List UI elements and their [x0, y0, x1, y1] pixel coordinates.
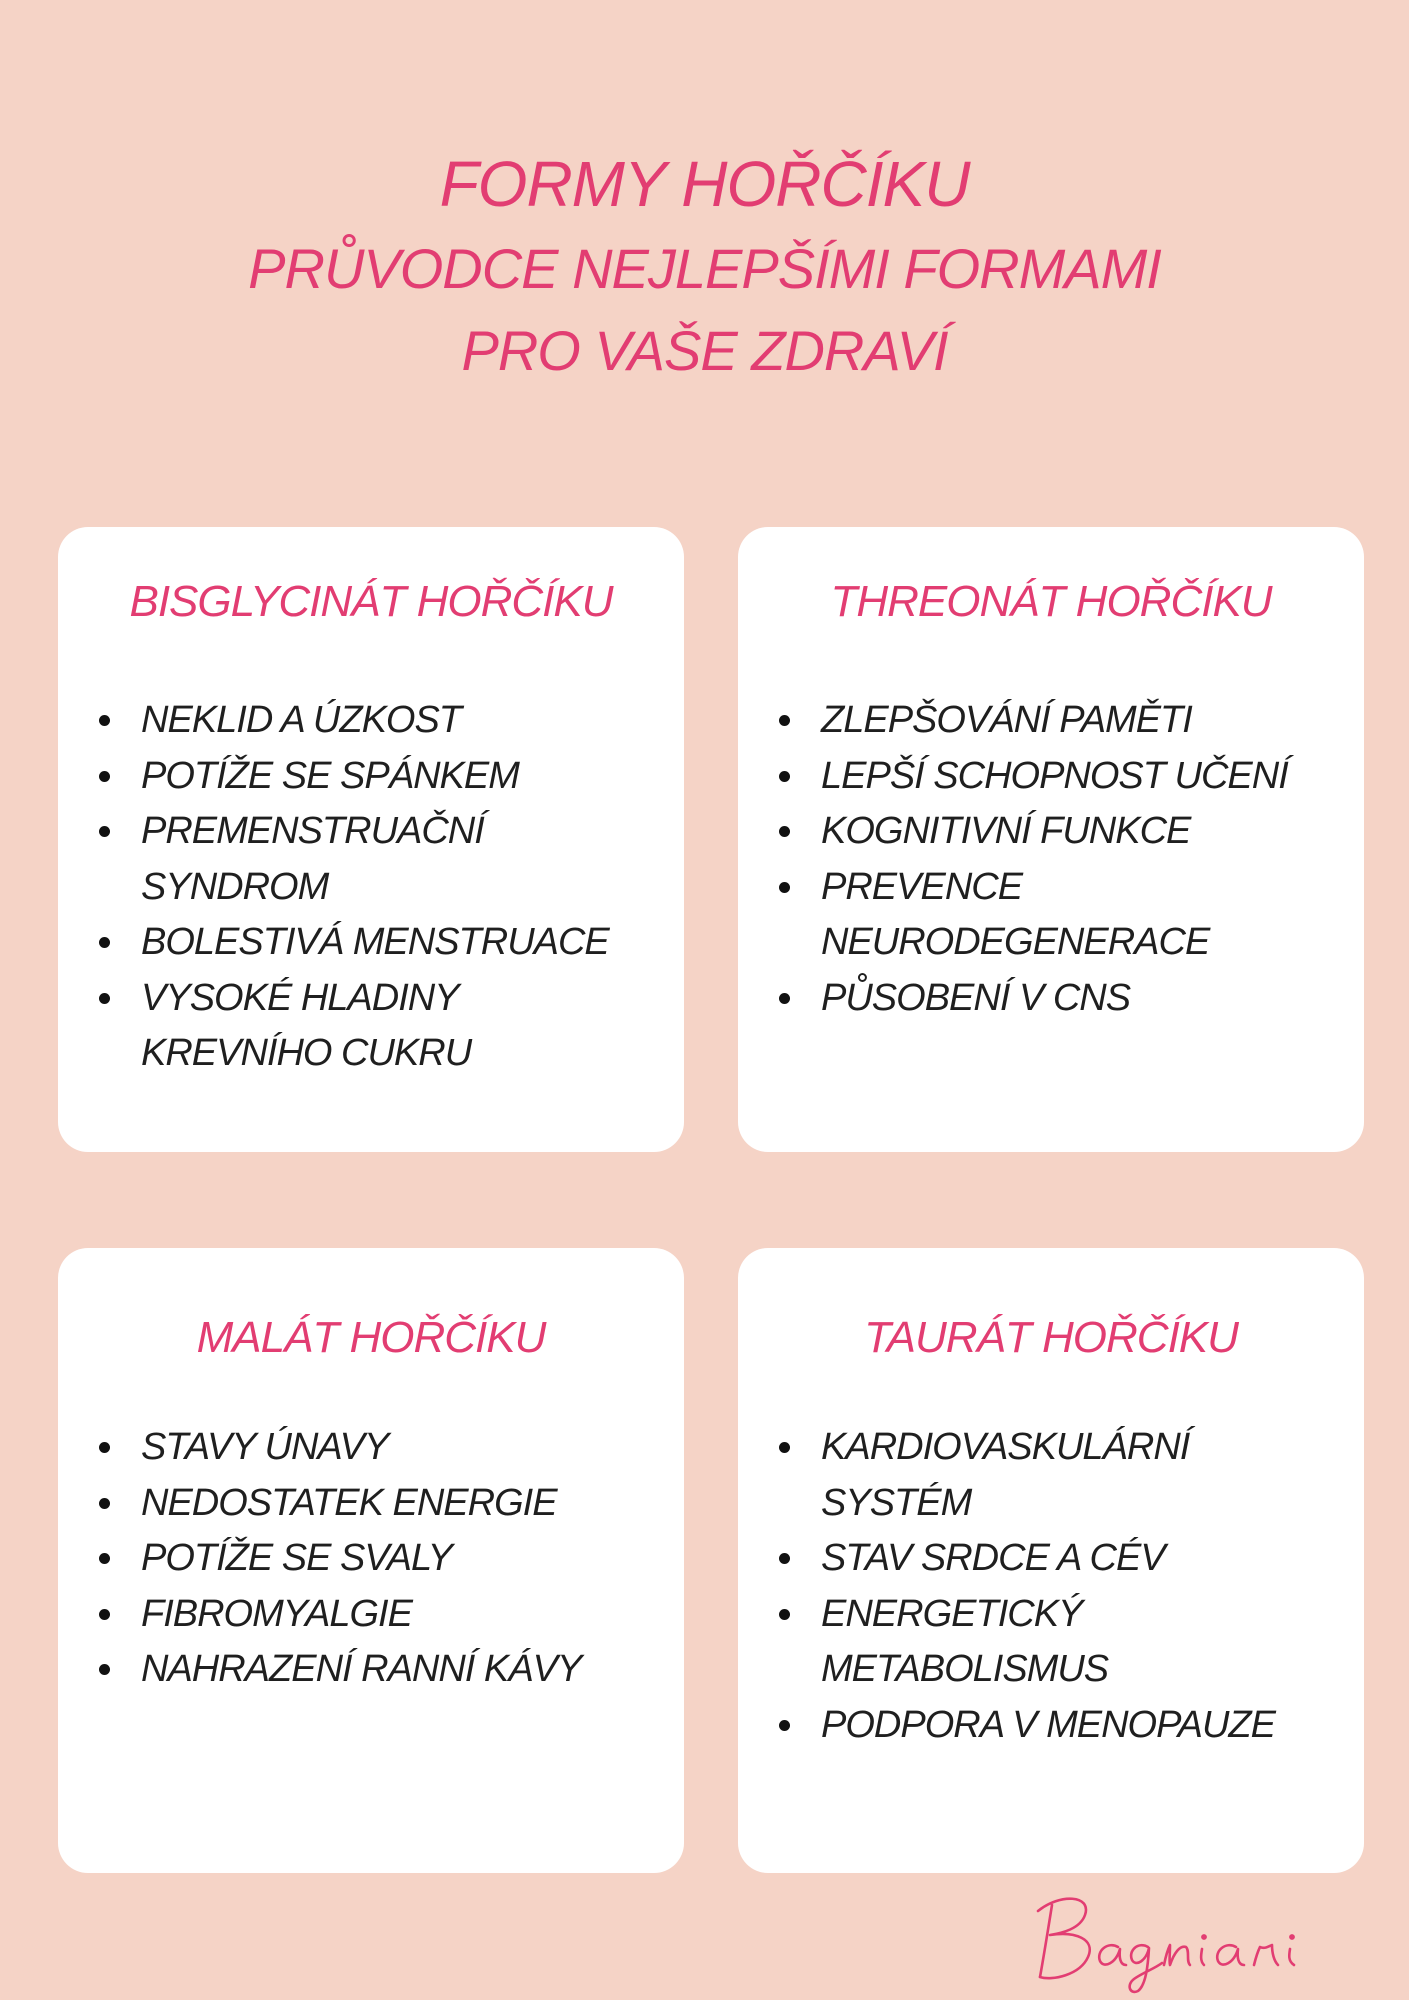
card-title: THREONÁT HOŘČÍKU [830, 577, 1272, 626]
list-item-text: SYNDROM [141, 865, 329, 908]
list-item [141, 1642, 664, 1698]
list-item-text: VYSOKÉ HLADINY [141, 976, 459, 1019]
card-title: TAURÁT HOŘČÍKU [864, 1313, 1238, 1362]
list-item [141, 1531, 664, 1587]
list-item [821, 860, 1344, 971]
card-title: BISGLYCINÁT HOŘČÍKU [129, 577, 613, 626]
list-item [141, 693, 664, 749]
list-item [141, 915, 664, 971]
list-item [141, 804, 664, 915]
list-item-text: ENERGETICKÝ [821, 1592, 1083, 1635]
list-item [141, 971, 664, 1082]
page-subtitle-line-1: PRŮVODCE NEJLEPŠÍMI FORMAMI [248, 237, 1161, 300]
list-item-text: METABOLISMUS [821, 1648, 1109, 1690]
bullet-icon [99, 771, 110, 782]
list-item-text: BOLESTIVÁ MENSTRUACE [141, 921, 609, 963]
list-item-text: PODPORA V MENOPAUZE [821, 1703, 1275, 1746]
list-item [141, 1587, 664, 1643]
bullet-icon [99, 1442, 110, 1453]
list-item-text: NEDOSTATEK ENERGIE [141, 1481, 557, 1524]
bullet-icon [99, 1664, 110, 1675]
list-item-text: LEPŠÍ SCHOPNOST UČENÍ [821, 754, 1288, 797]
bullet-icon [99, 715, 110, 726]
bullet-icon [779, 1553, 790, 1564]
list-item [821, 971, 1344, 1027]
bullet-icon [779, 715, 790, 726]
signature-logo [1030, 1885, 1330, 1995]
list-item [821, 1420, 1344, 1531]
list-item [141, 1420, 664, 1476]
list-item [821, 693, 1344, 749]
bullet-icon [99, 1609, 110, 1620]
bullet-icon [779, 1720, 790, 1731]
list-item-text: NAHRAZENÍ RANNÍ KÁVY [141, 1648, 582, 1690]
card-title: MALÁT HOŘČÍKU [196, 1313, 546, 1362]
bullet-icon [99, 993, 110, 1004]
list-item-text: PŮSOBENÍ V CNS [821, 976, 1131, 1019]
benefit-list [141, 693, 664, 1082]
bullet-icon [779, 882, 790, 893]
bullet-icon [779, 826, 790, 837]
benefit-list [821, 1420, 1344, 1753]
list-item-text: SYSTÉM [821, 1481, 972, 1524]
page-title: FORMY HOŘČÍKU [439, 148, 970, 220]
list-item-text: STAVY ÚNAVY [141, 1426, 389, 1468]
list-item [821, 1698, 1344, 1754]
bullet-icon [99, 1498, 110, 1509]
list-item [821, 1531, 1344, 1587]
card-taurate [738, 1248, 1364, 1873]
list-item-text: KARDIOVASKULÁRNÍ [821, 1426, 1190, 1468]
list-item-text: KOGNITIVNÍ FUNKCE [821, 810, 1191, 852]
page-subtitle-line-2: PRO VAŠE ZDRAVÍ [461, 319, 948, 382]
list-item-text: POTÍŽE SE SVALY [141, 1537, 452, 1579]
bullet-icon [99, 826, 110, 837]
list-item-text: PREMENSTRUAČNÍ [141, 810, 484, 852]
list-item-text: POTÍŽE SE SPÁNKEM [141, 754, 519, 797]
list-item-text: KREVNÍHO CUKRU [141, 1032, 472, 1074]
list-item-text: FIBROMYALGIE [141, 1592, 412, 1635]
card-threonate [738, 527, 1364, 1152]
list-item-text: NEKLID A ÚZKOST [141, 699, 462, 741]
bullet-icon [779, 771, 790, 782]
bullet-icon [779, 1609, 790, 1620]
list-item [821, 1587, 1344, 1698]
list-item-text: STAV SRDCE A CÉV [821, 1537, 1165, 1579]
list-item [821, 804, 1344, 860]
list-item-text: NEURODEGENERACE [821, 921, 1210, 963]
list-item-text: PREVENCE [821, 865, 1023, 908]
card-malate [58, 1248, 684, 1873]
list-item [141, 1476, 664, 1532]
bullet-icon [99, 937, 110, 948]
bullet-icon [99, 1553, 110, 1564]
benefit-list [141, 1420, 664, 1698]
bullet-icon [779, 993, 790, 1004]
list-item-text: ZLEPŠOVÁNÍ PAMĚTI [821, 699, 1192, 741]
benefit-list [821, 693, 1344, 1026]
list-item [821, 749, 1344, 805]
bullet-icon [779, 1442, 790, 1453]
card-bisglycinate [58, 527, 684, 1152]
list-item [141, 749, 664, 805]
page-header [0, 140, 1409, 392]
